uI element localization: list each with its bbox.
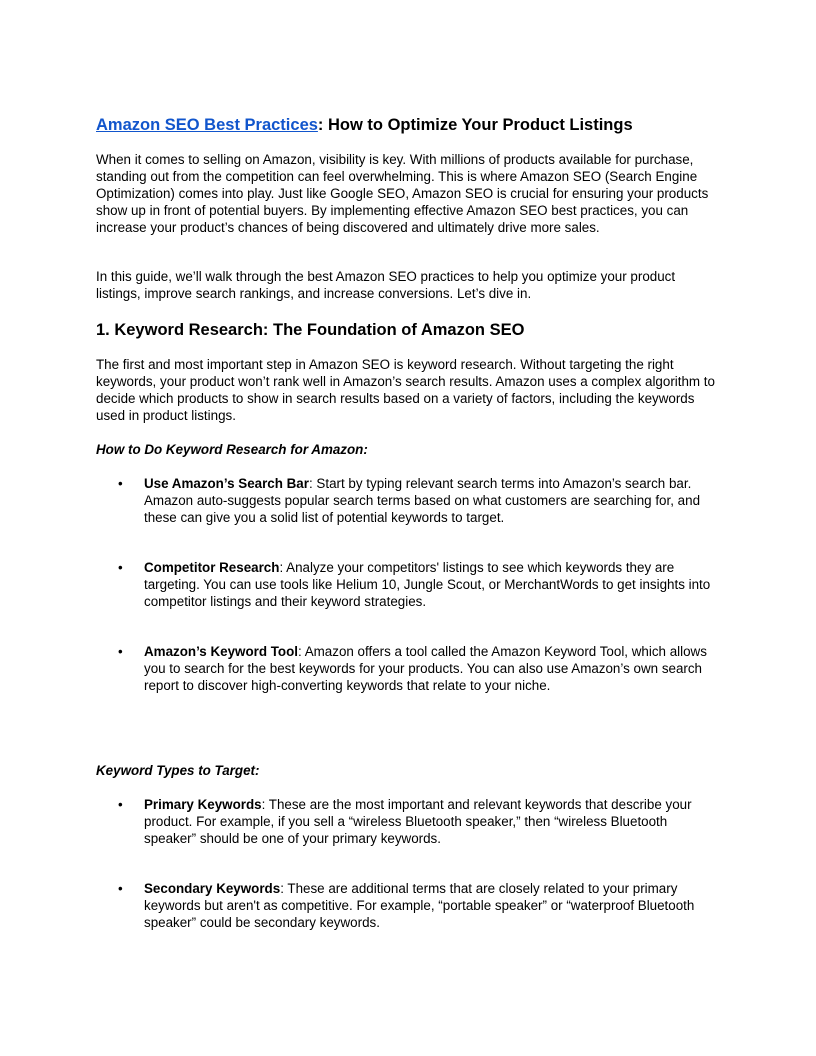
title-rest: : How to Optimize Your Product Listings [317,116,633,134]
list-item-text: : Start by typing relevant search terms into Amazon’s search bar. Amazon auto-suggests popular search terms based on what customers are searching for, and these can give you a solid list of potential keywords to target. [144,476,701,525]
page-title [96,115,633,135]
section1-paragraph: The first and most important step in Amazon SEO is keyword research. Without targeting the right keywords, your product won’t rank well in Amazon’s search results. Amazon uses a complex algorithm to decide which products to show in search results based on a variety of factors, including the keywords used in product listings. [96,357,715,423]
title-link[interactable]: Amazon SEO Best Practices [96,116,318,134]
list-item [118,880,722,931]
list-item-term: Amazon’s Keyword Tool [144,644,299,659]
list-item [118,475,722,526]
howto-heading: How to Do Keyword Research for Amazon: [96,442,368,457]
bullet-icon: • [118,881,123,896]
intro-paragraph-1: When it comes to selling on Amazon, visibility is key. With millions of products available for purchase, standing out from the competition can feel overwhelming. This is where Amazon SEO (Search Engine Optimization) comes into play. Just like Google SEO, Amazon SEO is crucial for ensuring your products show up in front of potential buyers. By implementing effective Amazon SEO best practices, you can increase your product’s chances of being discovered and ultimately drive more sales. [96,152,709,235]
list-item [118,643,722,694]
bullet-icon: • [118,560,123,575]
section1-heading: 1. Keyword Research: The Foundation of Amazon SEO [96,321,525,339]
bullet-icon: • [118,476,123,491]
intro-paragraph-2: In this guide, we’ll walk through the best Amazon SEO practices to help you optimize your product listings, improve search rankings, and increase conversions. Let’s dive in. [96,269,676,301]
list-item-term: Competitor Research [144,560,280,575]
bullet-icon: • [118,797,123,812]
list-item-text: : These are the most important and relevant keywords that describe your product. For example, if you sell a “wireless Bluetooth speaker,” then “wireless Bluetooth speaker” should be one of your primary keywords. [144,797,692,846]
bullet-icon: • [118,644,123,659]
list-item-term: Use Amazon’s Search Bar [144,476,309,491]
list-item-text: : Analyze your competitors' listings to see which keywords they are targeting. You can use tools like Helium 10, Jungle Scout, or MerchantWords to get insights into competitor listings and their keyword strategies. [144,560,711,609]
list-item-text: : These are additional terms that are closely related to your primary keywords but aren't as competitive. For example, “portable speaker” or “waterproof Bluetooth speaker” could be secondary keywords. [144,881,695,930]
list-item-term: Primary Keywords [144,797,262,812]
list-item [118,559,722,610]
list-item [118,796,722,847]
list-item-text: : Amazon offers a tool called the Amazon Keyword Tool, which allows you to search for the best keywords for your products. You can also use Amazon’s own search report to discover high-converting keywords that relate to your niche. [144,644,707,693]
list-item-term: Secondary Keywords [144,881,281,896]
types-heading: Keyword Types to Target: [96,763,260,778]
